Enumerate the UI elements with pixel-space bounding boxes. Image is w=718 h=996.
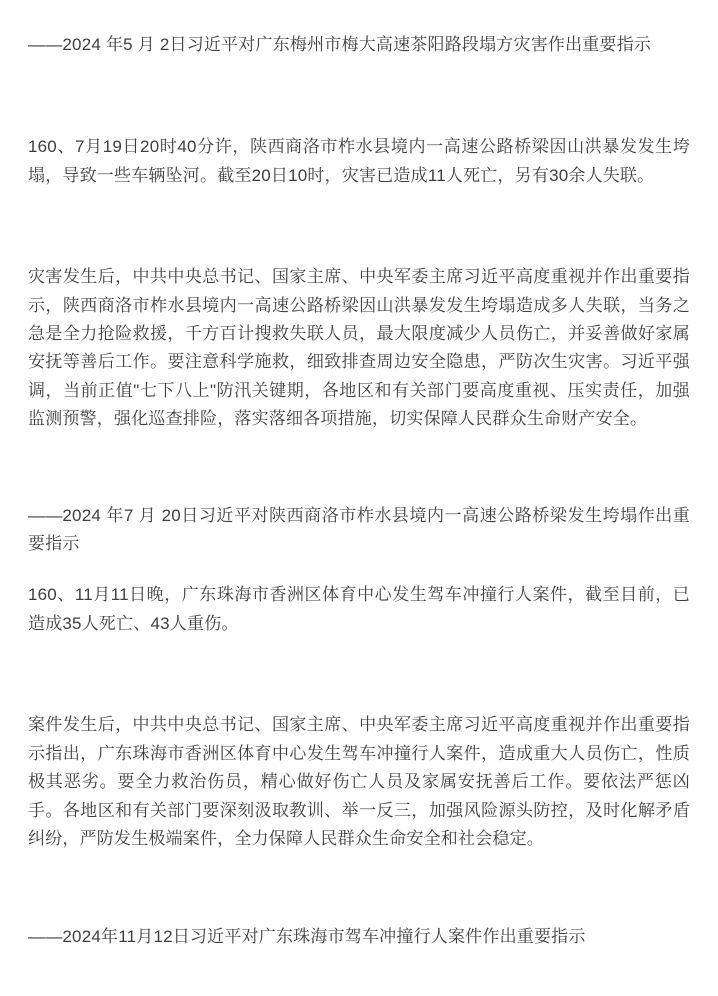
paragraph-xi-instructions-bridge-collapse: 灾害发生后，中共中央总书记、国家主席、中央军委主席习近平高度重视并作出重要指示，陕西商洛市柞水县境内一高速公路桥梁因山洪暴发发生垮塌造成多人失联，当务之急是全力抢险救援，千方百计搜救失联人员，最大限度减少人员伤亡，并妥善做好家属安抚等善后工作。要注意科学施救，细致排查周边安全隐患，严防次生灾害。习近平强调，当前正值"七下八上"防汛关键期，各地区和有关部门要高度重视、压实责任，加强监测预警，强化巡查排险，落实落细各项措施，切实保障人民群众生命财产安全。 [28, 267, 690, 429]
attribution-line-zhashui-bridge: ——2024 年7 月 20日习近平对陕西商洛市柞水县境内一高速公路桥梁发生垮塌作出重要指示 [28, 505, 690, 554]
paragraph-shaanxi-bridge-collapse-event: 160、7月19日20时40分许，陕西商洛市柞水县境内一高速公路桥梁因山洪暴发发生垮塌，导致一些车辆坠河。截至20日10时，灾害已造成11人死亡，另有30余人失联。 [28, 137, 690, 185]
paragraph-zhuhai-car-attack-event: 160、11月11日晚，广东珠海市香洲区体育中心发生驾车冲撞行人案件，截至目前，已造成35人死亡、43人重伤。 [28, 585, 690, 633]
attribution-line-meizhou-landslide: ——2024 年5 月 2日习近平对广东梅州市梅大高速茶阳路段塌方灾害作出重要指示 [28, 35, 652, 54]
document-page [0, 31, 718, 996]
paragraph-xi-instructions-zhuhai-attack: 案件发生后，中共中央总书记、国家主席、中央军委主席习近平高度重视并作出重要指示指出，广东珠海市香洲区体育中心发生驾车冲撞行人案件，造成重大人员伤亡，性质极其恶劣。要全力救治伤员，精心做好伤亡人员及家属安抚善后工作。要依法严惩凶手。各地区和有关部门要深刻汲取教训、举一反三，加强风险源头防控，及时化解矛盾纠纷，严防发生极端案件，全力保障人民群众生命安全和社会稳定。 [28, 715, 690, 848]
attribution-line-zhuhai-attack: ——2024年11月12日习近平对广东珠海市驾车冲撞行人案件作出重要指示 [28, 927, 586, 947]
